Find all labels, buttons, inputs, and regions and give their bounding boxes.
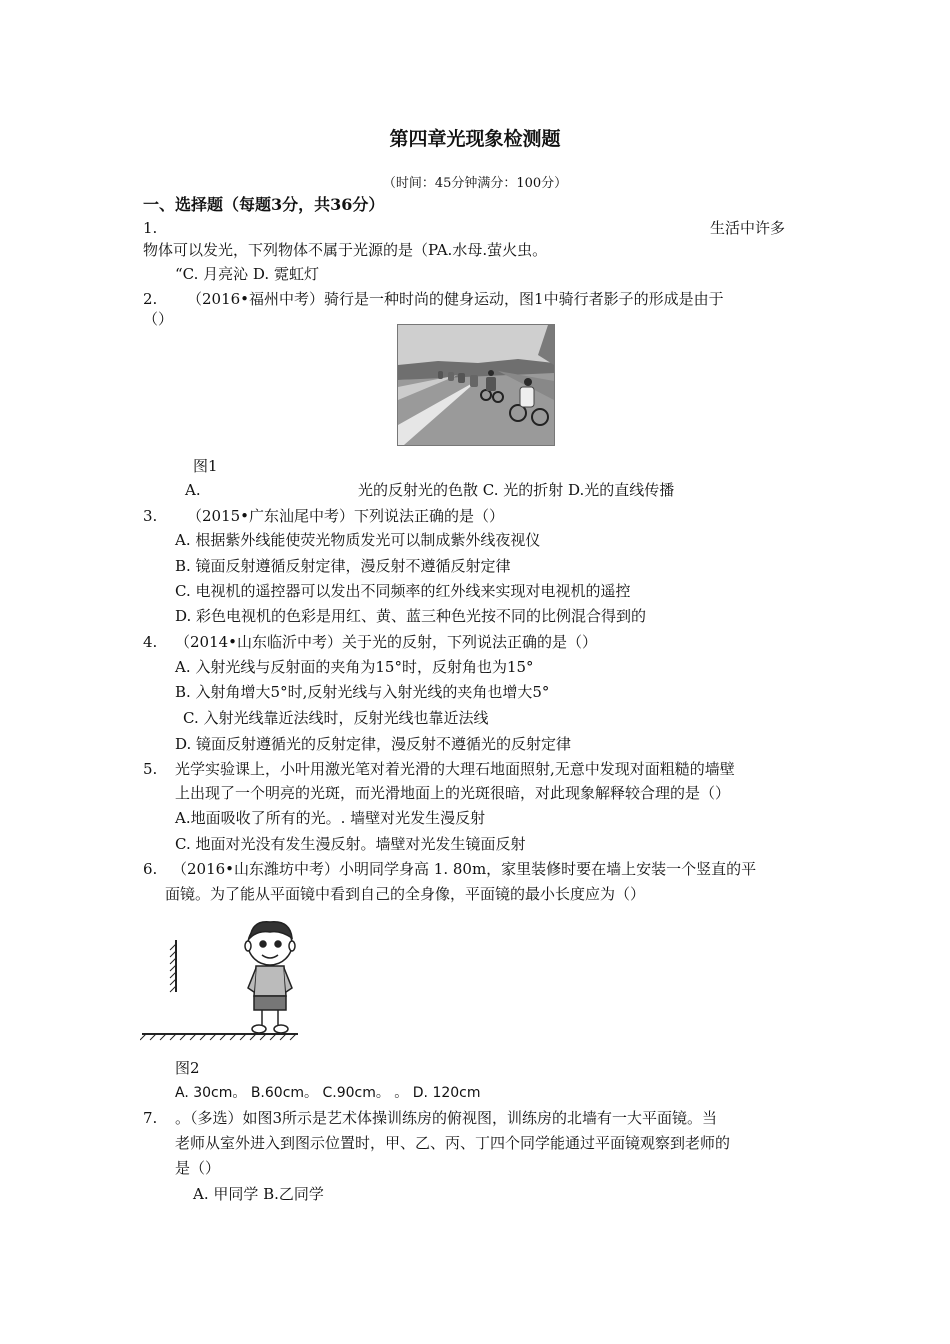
q6-number: 6. bbox=[143, 860, 158, 878]
q1-options: “C. 月亮沁 D. 霓虹灯 bbox=[175, 265, 319, 283]
fig2-caption: 图2 bbox=[175, 1059, 200, 1077]
q3-option-a: A. 根据紫外线能使荧光物质发光可以制成紫外线夜视仪 bbox=[175, 531, 541, 549]
page-title: 第四章光现象检测题 bbox=[389, 128, 561, 150]
q4-stem: （2014•山东临沂中考）关于光的反射，下列说法正确的是（） bbox=[175, 633, 598, 651]
q4-option-b: B. 入射角增大5°时,反射光线与入射光线的夹角也增大5° bbox=[175, 683, 550, 701]
q1-stem-start: 生活中许多 bbox=[710, 219, 786, 237]
q7-stem-line1: 。（多选）如图3所示是艺术体操训练房的俯视图，训练房的北墙有一大平面镜。当 bbox=[175, 1109, 718, 1127]
q6-stem-line1: （2016•山东潍坊中考）小明同学身高 1. 80m，家里装修时要在墙上安装一个竖直的平 bbox=[172, 860, 757, 878]
q7-options: A. 甲同学 B.乙同学 bbox=[193, 1185, 324, 1203]
cyclists-photo bbox=[397, 324, 555, 446]
q2-stem: （2016•福州中考）骑行是一种时尚的健身运动，图1中骑行者影子的形成是由于 bbox=[187, 290, 724, 308]
q1-number: 1. bbox=[143, 219, 158, 237]
q2-stem-end: （） bbox=[143, 310, 174, 328]
q5-options-cd: C. 地面对光没有发生漫反射。墙壁对光发生镜面反射 bbox=[175, 835, 526, 853]
q5-stem-line2: 上出现了一个明亮的光斑，而光滑地面上的光斑很暗，对此现象解释较合理的是（） bbox=[175, 784, 731, 802]
mirror-boy-figure bbox=[140, 920, 300, 1044]
q2-option-a: A. bbox=[185, 481, 201, 499]
q6-options: A. 30cm。 B.60cm。 C.90cm。 。 D. 120cm bbox=[175, 1085, 481, 1101]
q2-options: 光的反射光的色散 C. 光的折射 D.光的直线传播 bbox=[358, 481, 675, 499]
q7-number: 7. bbox=[143, 1109, 158, 1127]
q4-option-c: C. 入射光线靠近法线时，反射光线也靠近法线 bbox=[183, 709, 489, 727]
q3-stem: （2015•广东汕尾中考）下列说法正确的是（） bbox=[187, 507, 505, 525]
q4-number: 4. bbox=[143, 633, 158, 651]
q7-stem-line3: 是（） bbox=[175, 1159, 221, 1177]
q5-options-ab: A.地面吸收了所有的光。. 墙壁对光发生漫反射 bbox=[175, 809, 486, 827]
q3-option-c: C. 电视机的遥控器可以发出不同频率的红外线来实现对电视机的遥控 bbox=[175, 582, 631, 600]
q7-stem-line2: 老师从室外进入到图示位置时，甲、乙、丙、丁四个同学能通过平面镜观察到老师的 bbox=[175, 1134, 731, 1152]
q3-option-b: B. 镜面反射遵循反射定律，漫反射不遵循反射定律 bbox=[175, 557, 511, 575]
q3-option-d: D. 彩色电视机的色彩是用红、黄、蓝三种色光按不同的比例混合得到的 bbox=[175, 607, 647, 625]
q4-option-d: D. 镜面反射遵循光的反射定律，漫反射不遵循光的反射定律 bbox=[175, 735, 572, 753]
q2-number: 2. bbox=[143, 290, 158, 308]
q5-number: 5. bbox=[143, 760, 158, 778]
exam-info: （时间：45分钟满分：100分） bbox=[382, 176, 568, 191]
q6-stem-line2: 面镜。为了能从平面镜中看到自己的全身像，平面镜的最小长度应为（） bbox=[165, 885, 646, 903]
q1-stem: 物体可以发光，下列物体不属于光源的是（PA.水母.萤火虫。 bbox=[143, 241, 548, 259]
section-heading: 一、选择题（每题3分，共36分） bbox=[143, 195, 385, 214]
fig1-caption: 图1 bbox=[193, 457, 218, 475]
q5-stem-line1: 光学实验课上，小叶用激光笔对着光滑的大理石地面照射,无意中发现对面粗糙的墙壁 bbox=[175, 760, 735, 778]
q3-number: 3. bbox=[143, 507, 158, 525]
q4-option-a: A. 入射光线与反射面的夹角为15°时，反射角也为15° bbox=[175, 658, 534, 676]
